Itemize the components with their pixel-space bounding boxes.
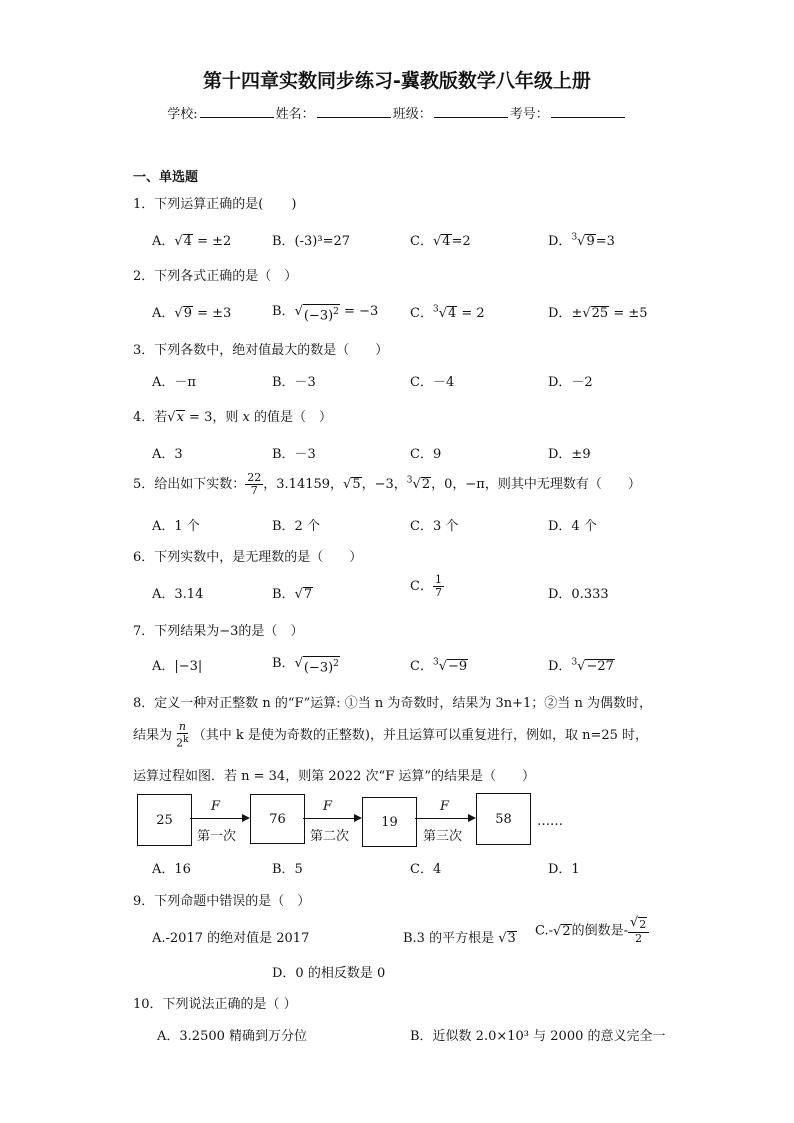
question-6-stem: 6．下列实数中，是无理数的是（ ） [133,550,363,565]
school-blank [200,105,274,118]
class-label: 班级： [392,107,432,122]
q6-option-c: C． $\frac{1}{7}$ [410,573,442,599]
q7-option-b: B． √ $(-3)^2$ [272,656,339,676]
id-label: 考号： [509,107,549,122]
q4-option-c: C．9 [410,447,442,462]
q7-option-d: D．$^3$ √ −27 [548,657,614,674]
q1-option-c: C． √ 4 =2 [410,234,471,249]
flow-box-4: 58 [476,793,531,845]
flow-arrowhead-1 [242,814,250,822]
flow-arrowhead-3 [468,814,476,822]
q2-option-d: D．± √ 25 = ±5 [548,306,648,321]
flow-step-1: 第一次 [197,829,237,844]
q5-option-d: D．4 个 [548,519,597,534]
flow-arrow-label-1: F [211,799,221,814]
q9-option-c: C.- √ 2 的倒数是- √ 2 2 [535,917,649,945]
q3-option-b: B．－3 [272,375,316,390]
q7-option-c: C．$^3$ √ −9 [410,657,468,674]
q9-option-b: B.3 的平方根是 √ 3 [403,931,516,946]
q10-option-b: B．近似数 2.0×10³ 与 2000 的意义完全一 [410,1029,666,1044]
q3-option-d: D．－2 [548,375,593,390]
flow-ellipsis: …… [537,814,563,829]
q2-option-a: A． √ 9 = ±3 [152,306,232,321]
student-info-line [0,103,794,122]
q5-option-b: B．2 个 [272,519,320,534]
q3-option-c: C．－4 [410,375,455,390]
question-8-line2: 结果为 $\frac{n}{2^k}$ （其中 k 是使为奇数的正整数)，并且运算可以重复进行，例如，取 n=25 时， [133,720,649,750]
q8-option-c: C．4 [410,862,442,877]
q6-option-a: A．3.14 [152,587,204,602]
page-title: 第十四章实数同步练习-冀教版数学八年级上册 [203,70,591,92]
flow-box-2: 76 [250,794,305,844]
q8-option-a: A．16 [152,862,191,877]
name-blank [317,105,391,118]
id-blank [551,105,625,118]
q4-option-b: B．－3 [272,447,316,462]
flow-arrow-label-2: F [323,799,333,814]
question-1-stem: 1．下列运算正确的是( ) [133,197,297,212]
q1-option-d: D．$^3$ √ 9 =3 [548,232,615,249]
q4-option-d: D．±9 [548,447,591,462]
question-8-line3: 运算过程如图．若 n = 34，则第 2022 次“F 运算”的结果是（ ） [133,769,535,784]
q9-option-a: A.-2017 的绝对值是 2017 [152,931,310,946]
q3-option-a: A．－π [152,375,196,390]
flow-arrowhead-2 [354,814,362,822]
q9-option-d: D．0 的相反数是 0 [272,966,386,981]
q8-option-d: D．1 [548,862,580,877]
q6-option-d: D．0.333 [548,587,609,602]
q10-option-a: A．3.2500 精确到万分位 [157,1029,308,1044]
q8-option-b: B．5 [272,862,303,877]
question-3-stem: 3．下列各数中，绝对值最大的数是（ ） [133,343,389,358]
question-10-stem: 10．下列说法正确的是（ ） [133,997,297,1012]
section-heading: 一、单选题 [133,170,199,185]
q7-option-a: A．|−3| [152,659,203,674]
flow-box-3: 19 [362,797,417,847]
flow-step-3: 第三次 [423,829,463,844]
question-7-stem: 7．下列结果为−3的是（ ） [133,624,304,639]
flow-arrow-2 [303,818,355,819]
flow-arrow-label-3: F [440,799,450,814]
flow-arrow-3 [415,818,469,819]
q1-option-a: A． √ 4 = ±2 [152,234,232,249]
question-4-stem: 4．若 √ x = 3，则 x 的值是（ ） [133,410,332,425]
q2-option-b: B． √ $(-3)^2$ = −3 [272,304,379,324]
class-blank [434,105,508,118]
flow-step-2: 第二次 [310,829,350,844]
q4-option-a: A．3 [152,447,183,462]
q5-option-a: A．1 个 [152,519,200,534]
flow-arrow-1 [190,818,244,819]
question-5-stem: 5．给出如下实数： $\frac{22}{7}$ ，3.14159， √ 5 ，−3，$^3$ √ 2 ，0，−π，则其中无理数有（ ） [133,471,641,497]
question-8-line1: 8．定义一种对正整数 n 的“F”运算: ①当 n 为奇数时，结果为 3n+1；②当 n 为偶数时， [133,696,652,711]
question-9-stem: 9．下列命题中错误的是（ ） [133,894,311,909]
school-label: 学校: [167,107,198,122]
question-2-stem: 2．下列各式正确的是（ ） [133,269,298,284]
name-label: 姓名： [275,107,315,122]
q6-option-b: B． √ 7 [272,587,313,602]
q5-option-c: C．3 个 [410,519,459,534]
q2-option-c: C．$^3$ √ 4 = 2 [410,304,485,321]
flow-box-1: 25 [137,794,192,846]
q1-option-b: B．(-3)³=27 [272,234,351,249]
